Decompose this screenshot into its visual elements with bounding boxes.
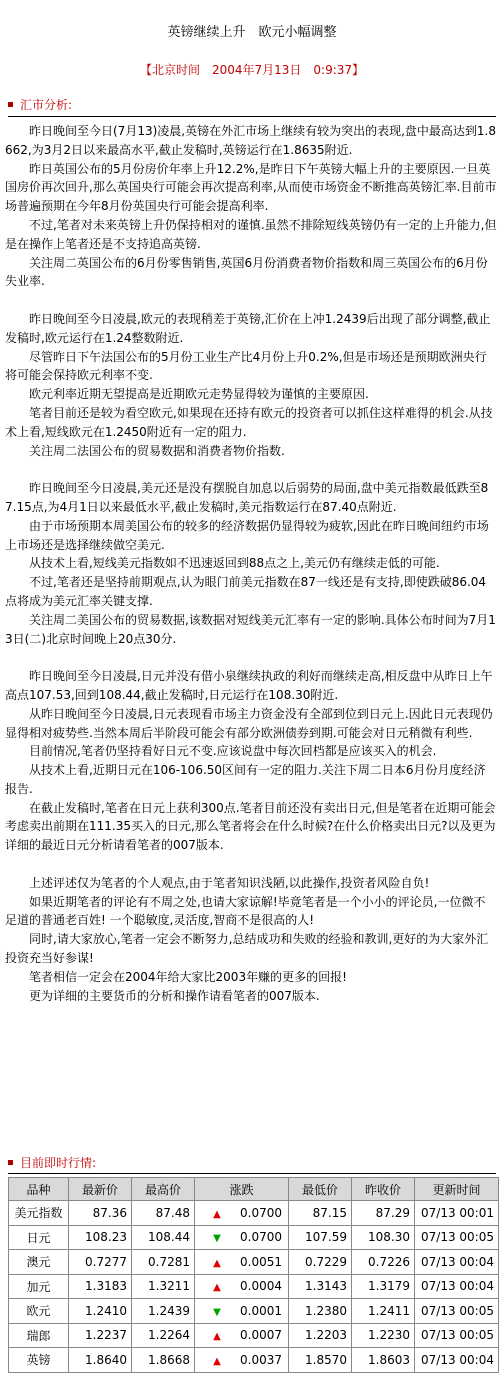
- quote-prev-cell: 1.2230: [352, 1323, 415, 1348]
- article-paragraph: 关注周二法国公布的贸易数据和消费者物价指数.: [29, 443, 285, 458]
- quote-high-cell: 108.44: [132, 1225, 195, 1250]
- quote-time-cell: 07/13 00:04: [415, 1348, 499, 1373]
- quote-high-cell: 1.3211: [132, 1274, 195, 1299]
- quote-last-cell: 0.7277: [69, 1250, 132, 1275]
- quote-high-cell: 0.7281: [132, 1250, 195, 1275]
- page-title: 英镑继续上升 欧元小幅调整: [167, 25, 337, 40]
- paragraph-spacer: [5, 648, 497, 667]
- change-value: 0.0037: [240, 1352, 282, 1367]
- article-paragraph: 昨日晚间至今日凌晨,日元并没有借小泉继续执政的利好而继续走高,相反盘中从昨日上午高点107.53,回到108.44,截止发稿时,日元运行在108.30附近.: [5, 669, 493, 702]
- quote-name-cell: 欧元: [9, 1299, 69, 1324]
- section-heading-label: 目前即时行情:: [20, 1156, 97, 1170]
- quote-high-cell: 87.48: [132, 1201, 195, 1226]
- change-value: 0.0700: [240, 1205, 282, 1220]
- column-header: 昨收价: [352, 1178, 415, 1201]
- column-header: 涨跌: [195, 1178, 289, 1201]
- article-paragraph: 昨日英国公布的5月份房价年率上升12.2%,是昨日下午英镑大幅上升的主要原因.一旦英国房价再次回升,那么英国央行可能会再次提高利率,从而使市场资金不断推高英镑汇率.目前市场普遍预期在今年8月份英国央行可能会提高利率.: [5, 161, 497, 214]
- article-paragraph: 从技术上看,近期日元在106-106.50区间有一定的阻力.关注下周二日本6月份月度经济报告.: [5, 763, 486, 796]
- quote-change-cell: [195, 1201, 289, 1226]
- triangle-up-icon: ▲: [213, 1355, 221, 1367]
- article-paragraph: 目前情况,笔者仍坚持看好日元不变.应该说盘中每次回档都是应该买入的机会.: [29, 744, 437, 759]
- article-paragraph: 从技术上看,短线美元指数如不迅速返回到88点之上,美元仍有继续走低的可能.: [29, 556, 440, 571]
- paragraph-spacer: [5, 855, 497, 874]
- quote-high-cell: 1.8668: [132, 1348, 195, 1373]
- table-header-row: [9, 1178, 499, 1201]
- quote-name-cell: 瑞郎: [9, 1323, 69, 1348]
- section-heading-quotes: [8, 1155, 96, 1171]
- section-heading-analysis: [8, 97, 72, 113]
- article-paragraph: 笔者相信一定会在2004年给大家比2003年赚的更多的回报!: [29, 969, 347, 984]
- quotes-table: [8, 1177, 499, 1373]
- article-paragraph: 同时,请大家放心,笔者一定会不断努力,总结成功和失败的经验和教训,更好的为大家外汇投资充当好参谋!: [5, 932, 489, 966]
- quote-time-cell: 07/13 00:05: [415, 1299, 499, 1324]
- section-divider: [8, 116, 496, 117]
- column-header: 最低价: [289, 1178, 352, 1201]
- quote-change-cell: [195, 1250, 289, 1275]
- triangle-up-icon: ▲: [213, 1208, 221, 1220]
- change-value: 0.0051: [240, 1254, 282, 1269]
- article-paragraph: 不过,笔者对未来英镑上升仍保持相对的谨慎.虽然不排除短线英镑仍有一定的上升能力,但是在操作上笔者还是不支持追高英镑.: [5, 217, 497, 251]
- quote-low-cell: 87.15: [289, 1201, 352, 1226]
- quote-high-cell: 1.2264: [132, 1323, 195, 1348]
- column-header: 最新价: [69, 1178, 132, 1201]
- quote-time-cell: 07/13 00:01: [415, 1201, 499, 1226]
- article-paragraph: 昨日晚间至今日凌晨,欧元的表现稍差于英镑,汇价在上冲1.2439后出现了部分调整,截止发稿时,欧元运行在1.24整数附近.: [5, 311, 491, 345]
- quote-prev-cell: 108.30: [352, 1225, 415, 1250]
- triangle-down-icon: ▼: [213, 1233, 221, 1245]
- change-value: 0.0700: [240, 1230, 282, 1245]
- article-paragraph: 不过,笔者还是坚持前期观点,认为眼门前美元指数在87一线还是有支持,即使跌破86.04点将成为美元汇率关键支撑.: [5, 575, 487, 608]
- square-bullet-icon: [8, 1160, 13, 1165]
- change-value: 0.0004: [240, 1279, 282, 1294]
- quote-low-cell: 0.7229: [289, 1250, 352, 1275]
- article-paragraph: 尽管昨日下午法国公布的5月份工业生产比4月份上升0.2%,但是市场还是预期欧洲央行将可能会保持欧元利率不变.: [5, 349, 487, 383]
- quote-low-cell: 1.8570: [289, 1348, 352, 1373]
- quote-low-cell: 1.2203: [289, 1323, 352, 1348]
- table-row: [9, 1225, 499, 1250]
- article-paragraph: 更为详细的主要货币的分析和操作请看笔者的007版本.: [29, 988, 320, 1003]
- quote-low-cell: 1.3143: [289, 1274, 352, 1299]
- paragraph-spacer: [5, 291, 497, 310]
- article-paragraph: 在截止发稿时,笔者在日元上获利300点.笔者目前还没有卖出日元,但是笔者在近期可能会考虑卖出前期在111.35买入的日元,那么笔者将会在什么时候?在什么价格卖出日元?以及更为详细的最近日元分析请看笔者的007版本.: [5, 800, 496, 853]
- table-row: [9, 1250, 499, 1275]
- quote-time-cell: 07/13 00:05: [415, 1323, 499, 1348]
- quote-name-cell: 英镑: [9, 1348, 69, 1373]
- table-row: [9, 1323, 499, 1348]
- triangle-up-icon: ▲: [213, 1257, 221, 1269]
- quote-last-cell: 1.2410: [69, 1299, 132, 1324]
- quote-last-cell: 87.36: [69, 1201, 132, 1226]
- quote-prev-cell: 1.3179: [352, 1274, 415, 1299]
- table-row: [9, 1274, 499, 1299]
- quote-last-cell: 1.8640: [69, 1348, 132, 1373]
- section-divider: [8, 1173, 496, 1174]
- article-paragraph: 如果近期笔者的评论有不周之处,也请大家谅解!毕竟笔者是一个小小的评论员,一位微不足道的普通老百姓! 一个聪敏度,灵活度,智商不是很高的人!: [5, 894, 486, 928]
- article-paragraph: 昨日晚间至今日(7月13)凌晨,英镑在外汇市场上继续有较为突出的表现,盘中最高达到1.8662,为3月2日以来最高水平,截止发稿时,英镑运行在1.8635附近.: [5, 124, 496, 157]
- quote-last-cell: 1.3183: [69, 1274, 132, 1299]
- quote-change-cell: [195, 1299, 289, 1324]
- quote-name-cell: 澳元: [9, 1250, 69, 1275]
- column-header: 最高价: [132, 1178, 195, 1201]
- quote-low-cell: 1.2380: [289, 1299, 352, 1324]
- dateline: 【北京时间 2004年7月13日 0:9:37】: [139, 63, 365, 77]
- article-paragraph: 关注周二美国公布的贸易数据,该数据对短线美元汇率有一定的影响.具体公布时间为7月13日(二)北京时间晚上20点30分.: [5, 612, 496, 646]
- quote-name-cell: 加元: [9, 1274, 69, 1299]
- quote-low-cell: 107.59: [289, 1225, 352, 1250]
- quote-change-cell: [195, 1274, 289, 1299]
- article-paragraph: 由于市场预期本周美国公布的较多的经济数据仍显得较为疲软,因此在昨日晚间纽约市场上市场还是选择继续做空美元.: [5, 518, 489, 552]
- article-paragraph: 昨日晚间至今日凌晨,美元还是没有摆脱自加息以后弱势的局面,盘中美元指数最低跌至87.15点,为4月1日以来最低水平,截止发稿时,美元指数运行在87.40点附近.: [5, 481, 489, 514]
- article-paragraph: 欧元利率近期无望提高是近期欧元走势显得较为谨慎的主要原因.: [29, 387, 369, 402]
- column-header: 品种: [9, 1178, 69, 1201]
- quote-last-cell: 1.2237: [69, 1323, 132, 1348]
- table-row: [9, 1348, 499, 1373]
- paragraph-spacer: [5, 460, 497, 479]
- table-row: [9, 1201, 499, 1226]
- quote-name-cell: 美元指数: [9, 1201, 69, 1226]
- quote-prev-cell: 87.29: [352, 1201, 415, 1226]
- article-paragraph: 上述评述仅为笔者的个人观点,由于笔者知识浅陋,以此操作,投资者风险自负!: [29, 875, 430, 890]
- quote-prev-cell: 0.7226: [352, 1250, 415, 1275]
- quote-time-cell: 07/13 00:04: [415, 1250, 499, 1275]
- quote-high-cell: 1.2439: [132, 1299, 195, 1324]
- article-paragraph: 关注周二英国公布的6月份零售销售,英国6月份消费者物价指数和周三英国公布的6月份失业率.: [5, 255, 488, 289]
- quote-change-cell: [195, 1348, 289, 1373]
- quote-change-cell: [195, 1323, 289, 1348]
- article-paragraph: 笔者目前还是较为看空欧元,如果现在还持有欧元的投资者可以抓住这样难得的机会.从技术上看,短线欧元在1.2450附近有一定的阻力.: [5, 405, 493, 439]
- quote-prev-cell: 1.2411: [352, 1299, 415, 1324]
- quote-change-cell: [195, 1225, 289, 1250]
- triangle-down-icon: ▼: [213, 1306, 221, 1318]
- quote-prev-cell: 1.8603: [352, 1348, 415, 1373]
- table-row: [9, 1299, 499, 1324]
- quote-name-cell: 日元: [9, 1225, 69, 1250]
- triangle-up-icon: ▲: [213, 1331, 221, 1343]
- article-paragraph: 从昨日晚间至今日凌晨,日元表现看市场主力资金没有全部到位到日元上.因此日元表现仍显得相对疲势些.当然本周后半阶段可能会有部分欧洲债券到期.可能会对日元稍微有利些.: [5, 706, 493, 740]
- change-value: 0.0007: [240, 1328, 282, 1343]
- section-heading-label: 汇市分析:: [20, 98, 73, 112]
- quote-last-cell: 108.23: [69, 1225, 132, 1250]
- quote-time-cell: 07/13 00:05: [415, 1225, 499, 1250]
- column-header: 更新时间: [415, 1178, 499, 1201]
- triangle-up-icon: ▲: [213, 1282, 221, 1294]
- article-body: [5, 122, 497, 1005]
- change-value: 0.0001: [240, 1303, 282, 1318]
- square-bullet-icon: [8, 102, 13, 107]
- quote-time-cell: 07/13 00:04: [415, 1274, 499, 1299]
